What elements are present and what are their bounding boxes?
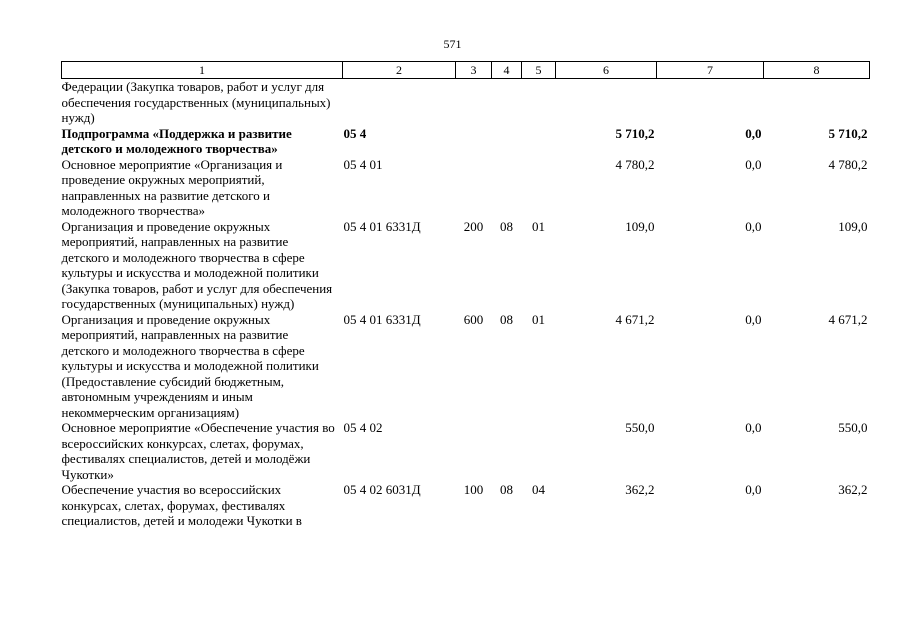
row-vr bbox=[456, 157, 492, 219]
row-reg: 362,2 bbox=[838, 482, 868, 497]
row-rz: 08 bbox=[500, 482, 513, 497]
row-total: 362,2 bbox=[625, 482, 655, 497]
row-rz bbox=[492, 126, 522, 157]
row-reg: 109,0 bbox=[838, 218, 868, 234]
row-rz bbox=[492, 157, 522, 219]
row-pr bbox=[522, 157, 556, 219]
row-total bbox=[556, 79, 657, 126]
row-total: 550,0 bbox=[625, 420, 655, 435]
row-name: Подпрограмма «Поддержка и развитие детского и молодежного творчества» bbox=[61, 125, 292, 156]
row-name: Федерации (Закупка товаров, работ и услуг для обеспечения государственных (муниципальных) нужд) bbox=[61, 79, 331, 125]
table-row bbox=[62, 219, 870, 312]
row-name: Организация и проведение окружных мероприятий, направленных на развитие детского и молодежного творчества в сфере культуры и искусства и молодежной политики (Предоставление субсидий бюджетным, автономным учреждениям и иным некоммерческим организациям) bbox=[61, 311, 319, 420]
budget-table bbox=[61, 61, 870, 529]
row-code: 05 4 02 6031Д bbox=[343, 482, 421, 497]
column-header-3: 3 bbox=[456, 62, 492, 79]
page-number: 571 bbox=[443, 37, 462, 51]
row-name: Основное мероприятие «Обеспечение участия во всероссийских конкурсах, слетах, форумах, фестивалях специалистов, детей и молодёжи Чукотки» bbox=[61, 420, 335, 482]
row-name: Основное мероприятие «Организация и проведение окружных мероприятий, направленных на развитие детского и молодежного творчества» bbox=[61, 156, 283, 218]
row-fed: 0,0 bbox=[745, 156, 762, 172]
row-pr bbox=[522, 79, 556, 126]
row-reg: 4 780,2 bbox=[828, 156, 868, 172]
row-vr: 600 bbox=[463, 311, 484, 327]
table-row bbox=[62, 126, 870, 157]
row-vr: 100 bbox=[463, 482, 484, 497]
column-header-7: 7 bbox=[657, 62, 764, 79]
table-row bbox=[62, 79, 870, 126]
row-pr bbox=[522, 126, 556, 157]
column-header-5: 5 bbox=[522, 62, 556, 79]
row-name: Организация и проведение окружных мероприятий, направленных на развитие детского и молодежного творчества в сфере культуры и искусства и молодежной политики (Закупка товаров, работ и услуг для обеспечения государственных (муниципальных) нужд) bbox=[61, 218, 333, 311]
row-pr: 04 bbox=[532, 482, 545, 497]
row-fed bbox=[657, 79, 764, 126]
row-reg bbox=[764, 79, 870, 126]
column-header-2: 2 bbox=[343, 62, 456, 79]
row-vr bbox=[456, 79, 492, 126]
row-total: 4 780,2 bbox=[615, 156, 655, 172]
row-pr bbox=[522, 420, 556, 482]
row-fed: 0,0 bbox=[745, 482, 762, 497]
row-total: 4 671,2 bbox=[615, 311, 655, 327]
row-pr: 01 bbox=[532, 311, 545, 327]
column-header-1: 1 bbox=[62, 62, 343, 79]
column-header-8: 8 bbox=[764, 62, 870, 79]
row-rz: 08 bbox=[500, 311, 513, 327]
table-row bbox=[62, 482, 870, 529]
row-reg: 4 671,2 bbox=[828, 311, 868, 327]
row-rz: 08 bbox=[500, 218, 513, 234]
row-reg: 5 710,2 bbox=[828, 125, 868, 141]
row-total: 109,0 bbox=[625, 218, 655, 234]
row-vr: 200 bbox=[463, 218, 484, 234]
row-fed: 0,0 bbox=[745, 311, 762, 327]
row-rz bbox=[492, 420, 522, 482]
row-total: 5 710,2 bbox=[615, 125, 655, 141]
column-number-row bbox=[62, 62, 870, 79]
table-row bbox=[62, 157, 870, 219]
row-fed: 0,0 bbox=[745, 125, 762, 141]
column-header-4: 4 bbox=[492, 62, 522, 79]
row-vr bbox=[456, 420, 492, 482]
row-code: 05 4 01 6331Д bbox=[343, 218, 421, 234]
table-row bbox=[62, 420, 870, 482]
row-vr bbox=[456, 126, 492, 157]
row-code bbox=[343, 79, 456, 126]
row-fed: 0,0 bbox=[745, 218, 762, 234]
row-reg: 550,0 bbox=[838, 420, 868, 435]
row-rz bbox=[492, 79, 522, 126]
row-code: 05 4 bbox=[343, 125, 367, 141]
table-row bbox=[62, 312, 870, 421]
column-header-6: 6 bbox=[556, 62, 657, 79]
row-code: 05 4 02 bbox=[343, 420, 383, 435]
row-name: Обеспечение участия во всероссийских конкурсах, слетах, форумах, фестивалях специалистов, детей и молодежи Чукотки в bbox=[61, 482, 302, 528]
row-fed: 0,0 bbox=[745, 420, 762, 435]
row-pr: 01 bbox=[532, 218, 545, 234]
row-code: 05 4 01 6331Д bbox=[343, 311, 421, 327]
row-code: 05 4 01 bbox=[343, 156, 383, 172]
